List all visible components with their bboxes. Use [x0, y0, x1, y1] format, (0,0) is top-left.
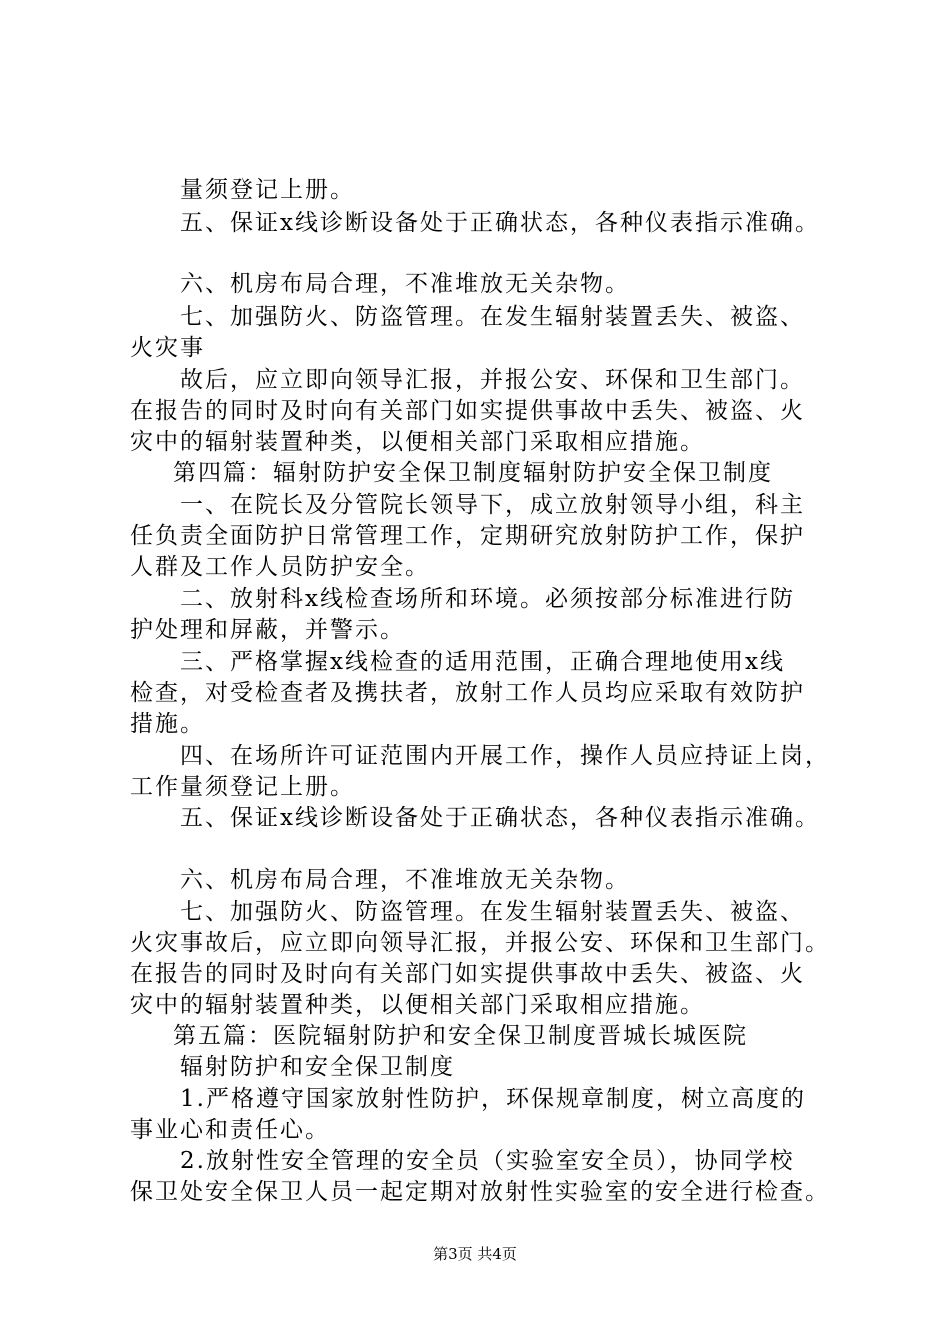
text-line: 措施。 [130, 711, 205, 737]
text-line: 在报告的同时及时向有关部门如实提供事故中丢失、被盗、火 [130, 398, 805, 424]
text-line: 七、加强防火、防盗管理。在发生辐射装置丢失、被盗、 [180, 899, 805, 925]
text-line: 灾中的辐射装置种类，以便相关部门采取相应措施。 [130, 429, 705, 455]
text-line: 事业心和责任心。 [130, 1117, 330, 1143]
section-heading: 第五篇：医院辐射防护和安全保卫制度晋城长城医院 [173, 1023, 748, 1049]
text-line: 在报告的同时及时向有关部门如实提供事故中丢失、被盗、火 [130, 961, 805, 987]
text-line: 五、保证x线诊断设备处于正确状态，各种仪表指示准确。 [180, 210, 820, 236]
text-line: 1.严格遵守国家放射性防护，环保规章制度，树立高度的 [180, 1086, 806, 1112]
section-heading: 第四篇：辐射防护安全保卫制度辐射防护安全保卫制度 [173, 460, 773, 486]
text-line: 任负责全面防护日常管理工作，定期研究放射防护工作，保护 [130, 523, 805, 549]
page-number-footer: 第3页 共4页 [433, 1245, 517, 1263]
text-line: 五、保证x线诊断设备处于正确状态，各种仪表指示准确。 [180, 805, 820, 831]
text-line: 三、严格掌握x线检查的适用范围，正确合理地使用x线 [180, 649, 785, 675]
text-line: 检查，对受检查者及携扶者，放射工作人员均应采取有效防护 [130, 680, 805, 706]
text-line: 人群及工作人员防护安全。 [130, 554, 430, 580]
text-line: 工作量须登记上册。 [130, 774, 355, 800]
text-line: 一、在院长及分管院长领导下，成立放射领导小组，科主 [180, 492, 805, 518]
section-subheading: 辐射防护和安全保卫制度 [180, 1054, 455, 1080]
text-line: 火灾事 [130, 335, 205, 361]
text-line: 六、机房布局合理，不准堆放无关杂物。 [180, 867, 630, 893]
text-line: 2.放射性安全管理的安全员（实验室安全员），协同学校 [180, 1148, 795, 1174]
text-line: 故后，应立即向领导汇报，并报公安、环保和卫生部门。 [180, 367, 805, 393]
text-line: 火灾事故后，应立即向领导汇报，并报公安、环保和卫生部门。 [130, 930, 830, 956]
text-line: 二、放射科x线检查场所和环境。必须按部分标准进行防 [180, 586, 795, 612]
text-line: 六、机房布局合理，不准堆放无关杂物。 [180, 271, 630, 297]
text-line: 灾中的辐射装置种类，以便相关部门采取相应措施。 [130, 992, 705, 1018]
text-line: 保卫处安全保卫人员一起定期对放射性实验室的安全进行检查。 [130, 1179, 830, 1205]
text-line: 量须登记上册。 [180, 177, 355, 203]
text-line: 护处理和屏蔽，并警示。 [130, 617, 405, 643]
text-line: 七、加强防火、防盗管理。在发生辐射装置丢失、被盗、 [180, 304, 805, 330]
text-line: 四、在场所许可证范围内开展工作，操作人员应持证上岗， [180, 743, 830, 769]
